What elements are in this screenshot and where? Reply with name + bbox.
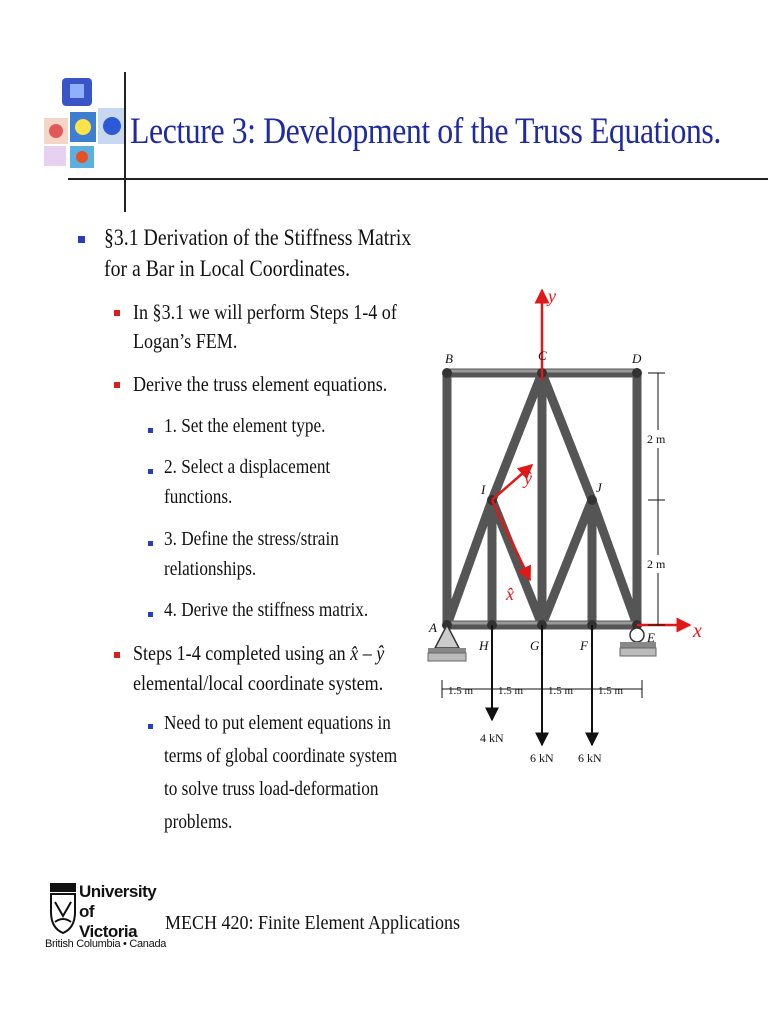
local-coordinate-math: x̂ – ŷ bbox=[350, 641, 385, 665]
lecture-logo-image bbox=[40, 70, 130, 180]
uvic-crest-icon bbox=[49, 882, 77, 934]
node-label-i: I bbox=[481, 482, 486, 497]
load-label-f: 6 kN bbox=[578, 751, 602, 765]
bullet-l3-step2-line1: 2. Select a displacement bbox=[164, 456, 331, 478]
bullet-l3-step4: 4. Derive the stiffness matrix. bbox=[164, 599, 369, 621]
node-label-b: B bbox=[445, 351, 453, 366]
node-label-j: J bbox=[596, 480, 602, 495]
dim-label-1-5m-a: 1.5 m bbox=[448, 685, 474, 697]
bullet-l2-local-line2: elemental/local coordinate system. bbox=[133, 671, 384, 695]
dim-label-1-5m-b: 1.5 m bbox=[498, 685, 524, 697]
member-ai bbox=[447, 500, 492, 625]
bullet-l3-global-line3: to solve truss load-deformation bbox=[164, 778, 379, 800]
node-label-a: A bbox=[429, 620, 437, 635]
page-title: Lecture 3: Development of the Truss Equations. bbox=[130, 111, 721, 152]
bullet-l3-global-line1: Need to put element equations in bbox=[164, 712, 391, 734]
dim-label-1-5m-d: 1.5 m bbox=[598, 685, 624, 697]
member-ic bbox=[492, 373, 542, 500]
bullet-marker bbox=[148, 541, 153, 546]
bullet-l3-step1: 1. Set the element type. bbox=[164, 415, 326, 437]
bullet-l3-global-line2: terms of global coordinate system bbox=[164, 745, 398, 767]
bullet-l1-line1: §3.1 Derivation of the Stiffness Matrix bbox=[104, 225, 412, 250]
local-x-axis bbox=[492, 500, 530, 580]
dim-label-2m-bottom: 2 m bbox=[647, 557, 666, 571]
bullet-l2-local-line1 bbox=[133, 639, 384, 668]
load-label-h: 4 kN bbox=[480, 731, 504, 745]
bullet-marker bbox=[78, 236, 85, 243]
dim-label-1-5m-c: 1.5 m bbox=[548, 685, 574, 697]
bullet-marker bbox=[114, 652, 120, 658]
member-jg bbox=[542, 500, 592, 625]
node-label-h: H bbox=[479, 638, 489, 653]
node-label-c: C bbox=[538, 348, 547, 363]
bullet-l3-step3-line2: relationships. bbox=[164, 558, 257, 580]
dim-label-2m-top: 2 m bbox=[647, 432, 666, 446]
node-label-e: E bbox=[647, 630, 655, 645]
bullet-l2-derive: Derive the truss element equations. bbox=[133, 372, 388, 396]
bullet-marker bbox=[148, 469, 153, 474]
bullet-l2-steps-line2: Logan’s FEM. bbox=[133, 329, 238, 353]
bullet-marker bbox=[114, 382, 120, 388]
truss-diagram bbox=[420, 280, 720, 780]
global-x-label: x bbox=[693, 620, 702, 642]
local-x-label: x̂ bbox=[506, 584, 514, 604]
bullet-l3-step2-line2: functions. bbox=[164, 486, 233, 508]
bullet-marker bbox=[148, 612, 153, 617]
uvic-name-line1: University bbox=[79, 882, 157, 901]
footer-course: MECH 420: Finite Element Applications bbox=[165, 912, 460, 934]
bullet-marker bbox=[148, 724, 153, 729]
load-label-g: 6 kN bbox=[530, 751, 554, 765]
global-y-label: y bbox=[548, 286, 556, 306]
local-y-label: ŷ bbox=[524, 468, 532, 488]
uvic-name-line2: of Victoria bbox=[79, 902, 138, 941]
member-je bbox=[592, 500, 637, 625]
bullet-marker bbox=[148, 428, 153, 433]
bullet-l3-step3-line1: 3. Define the stress/strain bbox=[164, 528, 339, 550]
bullet-l2-steps-line1: In §3.1 we will perform Steps 1-4 of bbox=[133, 300, 397, 324]
member-ig bbox=[492, 500, 542, 625]
title-horizontal-rule bbox=[68, 178, 768, 180]
title-vertical-rule bbox=[124, 72, 126, 212]
node-label-g: G bbox=[530, 638, 540, 653]
node-label-d: D bbox=[632, 351, 642, 366]
uvic-province: British Columbia • Canada bbox=[45, 938, 167, 950]
bullet-l1-line2: for a Bar in Local Coordinates. bbox=[104, 256, 351, 281]
bullet-l2-local-text: Steps 1-4 completed using an bbox=[133, 641, 346, 665]
uvic-logo bbox=[45, 880, 167, 960]
bullet-marker bbox=[114, 310, 120, 316]
member-cj bbox=[542, 373, 592, 500]
bullet-l3-global-line4: problems. bbox=[164, 811, 233, 833]
node-label-f: F bbox=[580, 638, 588, 653]
